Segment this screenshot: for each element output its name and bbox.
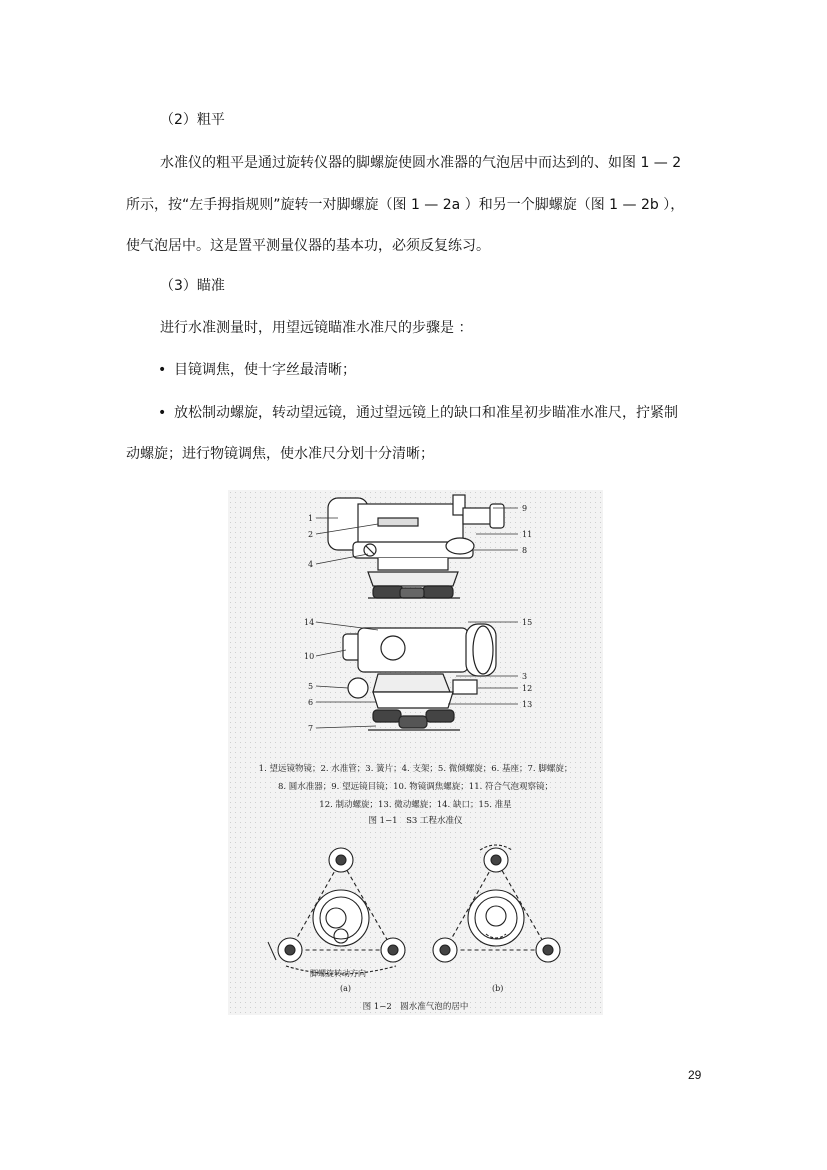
figure-1-1-legend-line-3: 12. 制动螺旋；13. 微动螺旋；14. 缺口；15. 准星 bbox=[319, 800, 512, 810]
page-number: 29 bbox=[688, 1068, 702, 1082]
figure-1-1-legend-line-2: 8. 圆水准器；9. 望远镜目镜；10. 物镜调焦螺旋；11. 符合气泡观察镜； bbox=[277, 782, 554, 792]
bullet-item-1-text: 目镜调焦，使十字丝最清晰； bbox=[174, 362, 356, 378]
part-label-7: 7 bbox=[308, 724, 314, 733]
part-label-1: 1 bbox=[308, 514, 314, 523]
part-label-13: 13 bbox=[522, 700, 533, 709]
section-2-line-3: 使气泡居中。这是置平测量仪器的基本功，必须反复练习。 bbox=[126, 238, 490, 254]
level-instrument-illustration bbox=[228, 490, 603, 1015]
section-2-line-1: 水准仪的粗平是通过旋转仪器的脚螺旋使圆水准器的气泡居中而达到的、如图 1 — 2 bbox=[160, 155, 682, 171]
bullet-item-2-text-line-2: 动螺旋；进行物镜调焦，使水准尺分划十分清晰； bbox=[126, 446, 434, 462]
bullet-item-1 bbox=[158, 360, 356, 380]
subfigure-a-label: (a) bbox=[340, 984, 352, 993]
figure-scan bbox=[228, 490, 603, 1015]
section-3-intro: 进行水准测量时，用望远镜瞄准水准尺的步骤是 ： bbox=[160, 320, 473, 336]
part-label-4: 4 bbox=[308, 560, 314, 569]
foot-screw-direction-label: 脚螺旋转动方向 bbox=[310, 969, 366, 978]
part-label-5: 5 bbox=[308, 682, 314, 691]
part-label-14: 14 bbox=[304, 618, 315, 627]
bullet-dot-icon: • bbox=[158, 362, 167, 378]
part-label-2: 2 bbox=[308, 530, 314, 539]
figure-1-2-caption: 图 1−2 圆水准气泡的居中 bbox=[362, 1002, 469, 1012]
bullet-item-2-text-line-1: 放松制动螺旋，转动望远镜，通过望远镜上的缺口和准星初步瞄准水准尺，拧紧制 bbox=[174, 405, 678, 421]
part-label-11: 11 bbox=[522, 530, 533, 539]
section-2-heading: （2）粗平 bbox=[160, 112, 225, 128]
part-label-15: 15 bbox=[522, 618, 533, 627]
part-label-8: 8 bbox=[522, 546, 528, 555]
subfigure-b-label: (b) bbox=[492, 984, 504, 993]
part-label-3: 3 bbox=[522, 672, 528, 681]
figure-1-1-caption: 图 1−1 S3 工程水准仪 bbox=[368, 816, 463, 826]
bullet-item-2 bbox=[158, 403, 678, 423]
level-front-view-drawing bbox=[343, 624, 496, 730]
section-2-line-2: 所示，按“左手拇指规则”旋转一对脚螺旋（图 1 — 2a ）和另一个脚螺旋（图 1 — 2b ）， bbox=[126, 197, 685, 213]
figure-1-1-legend-line-1: 1. 望远镜物镜；2. 水准管；3. 簧片；4. 支架；5. 微倾螺旋；6. 基座；7. 脚螺旋； bbox=[258, 764, 573, 774]
bubble-centering-diagram-a bbox=[268, 848, 405, 974]
part-label-10: 10 bbox=[304, 652, 315, 661]
section-3-heading: （3）瞄准 bbox=[160, 278, 225, 294]
part-label-9: 9 bbox=[522, 504, 528, 513]
bullet-dot-icon: • bbox=[158, 405, 167, 421]
part-label-12: 12 bbox=[522, 684, 533, 693]
part-label-6: 6 bbox=[308, 698, 314, 707]
level-side-view-drawing bbox=[328, 495, 504, 598]
bubble-centering-diagram-b bbox=[433, 845, 560, 962]
